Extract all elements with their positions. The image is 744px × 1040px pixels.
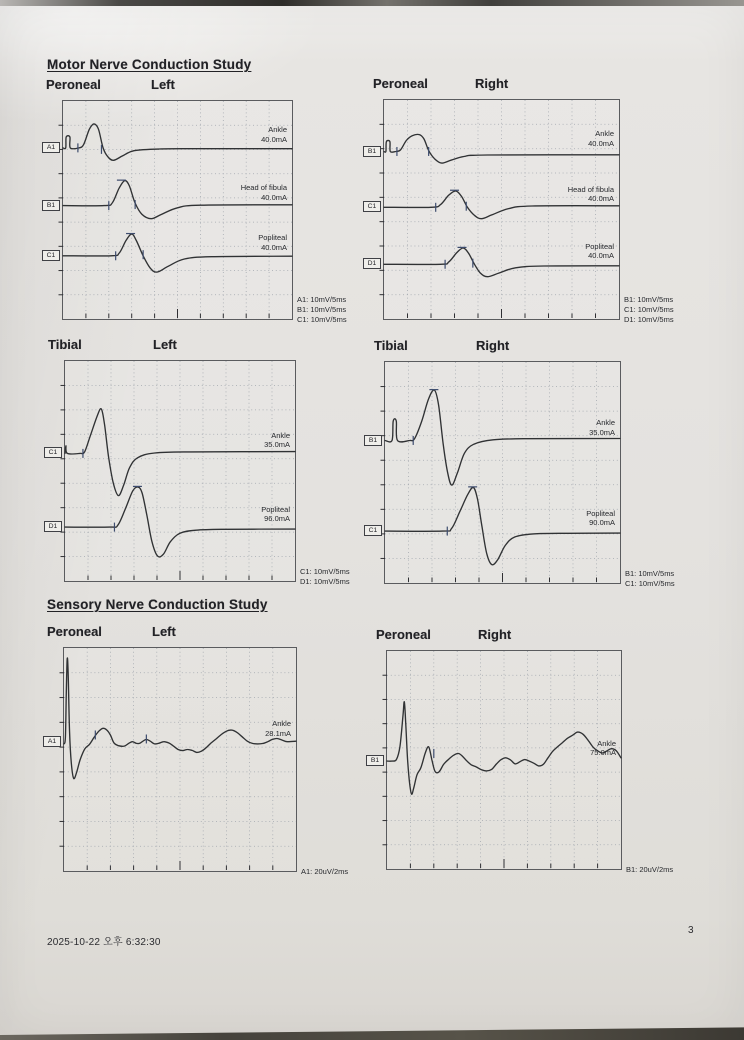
scale-setting: B1: 10mV/5ms — [297, 305, 347, 314]
trace-site: Popliteal — [585, 241, 614, 251]
scale-setting: B1: 20uV/2ms — [626, 865, 674, 874]
panel-nerve-label: Peroneal — [373, 76, 428, 91]
channel-label-c1: C1 — [44, 447, 62, 458]
trace-stimulus: 35.0mA — [589, 427, 615, 437]
trace-site: Ankle — [597, 738, 616, 748]
scale-setting: D1: 10mV/5ms — [624, 315, 674, 324]
waveform-svg — [387, 651, 621, 869]
print-timestamp: 2025-10-22 오후 6:32:30 — [47, 937, 161, 948]
trace-site: Head of fibula — [240, 183, 287, 193]
waveform-svg — [65, 361, 295, 581]
trace-c1 — [65, 409, 295, 496]
scale-setting: C1: 10mV/5ms — [624, 305, 674, 314]
waveform-plot — [368, 361, 621, 584]
trace-site-label — [568, 185, 614, 204]
scale-setting: A1: 10mV/5ms — [297, 295, 347, 304]
scale-settings — [297, 295, 347, 325]
scale-settings — [300, 567, 350, 587]
trace-site-label — [258, 233, 287, 252]
trace-site-label — [588, 129, 614, 148]
trace-stimulus: 35.0mA — [264, 440, 290, 450]
trace-site: Ankle — [268, 125, 287, 135]
panel-sensory-peroneal-right — [370, 627, 674, 874]
panel-motor-peroneal-right — [367, 76, 674, 324]
waveform-svg — [64, 648, 296, 871]
scale-setting: C1: 10mV/5ms — [625, 579, 675, 588]
trace-stimulus: 40.0mA — [261, 242, 287, 252]
trace-site-label — [264, 431, 290, 450]
trace-site-label — [261, 125, 287, 144]
trace-site-label — [241, 183, 287, 202]
trace-stimulus: 90.0mA — [589, 518, 615, 528]
trace-site-label — [265, 719, 291, 738]
channel-label-c1: C1 — [364, 525, 382, 536]
panel-header — [376, 627, 622, 645]
waveform-plot — [47, 647, 297, 872]
panel-motor-tibial-left — [48, 337, 350, 586]
trace-stimulus: 96.0mA — [264, 514, 290, 524]
trace-stimulus: 40.0mA — [261, 134, 287, 144]
panel-nerve-label: Tibial — [48, 337, 82, 352]
waveform-plot — [46, 100, 293, 320]
scan-bottom-edge — [0, 1022, 744, 1040]
channel-label-b1: B1 — [42, 200, 60, 211]
waveform-svg — [385, 362, 620, 583]
trace-a1 — [64, 658, 296, 779]
scale-setting: B1: 10mV/5ms — [625, 569, 675, 578]
scale-setting: A1: 20uV/2ms — [301, 867, 349, 876]
channel-label-a1: A1 — [42, 142, 60, 153]
trace-site-label — [589, 418, 615, 437]
scale-setting: B1: 10mV/5ms — [624, 295, 674, 304]
scale-settings — [626, 865, 673, 875]
trace-site: Popliteal — [586, 508, 615, 518]
trace-stimulus: 28.1mA — [265, 728, 291, 738]
trace-site: Ankle — [272, 719, 291, 729]
waveform-plot — [48, 360, 296, 582]
scale-setting: C1: 10mV/5ms — [300, 567, 350, 576]
waveform-plot — [367, 99, 620, 320]
waveform-plot — [370, 650, 622, 870]
panel-nerve-label: Peroneal — [47, 624, 102, 639]
panel-side-label: Right — [478, 627, 512, 642]
trace-site: Ankle — [271, 430, 290, 440]
panel-header — [373, 76, 620, 94]
panel-header — [47, 624, 297, 642]
trace-site: Ankle — [595, 129, 614, 138]
channel-label-d1: D1 — [44, 521, 62, 532]
trace-site-label — [585, 242, 614, 261]
channel-label-b1: B1 — [363, 146, 381, 157]
panel-side-label: Left — [151, 77, 175, 92]
panel-motor-peroneal-left — [46, 77, 347, 324]
panel-nerve-label: Tibial — [374, 338, 408, 353]
scale-setting: D1: 10mV/5ms — [300, 577, 350, 586]
trace-stimulus: 75.0mA — [590, 748, 616, 758]
scale-settings — [301, 867, 348, 877]
panel-motor-tibial-right — [368, 338, 675, 588]
channel-label-b1: B1 — [366, 755, 384, 766]
waveform-svg — [63, 101, 292, 319]
trace-site: Popliteal — [258, 233, 287, 243]
panel-nerve-label: Peroneal — [46, 77, 101, 92]
section-title-sensory: Sensory Nerve Conduction Study — [47, 597, 268, 612]
trace-site: Head of fibula — [567, 184, 614, 194]
panel-side-label: Right — [476, 338, 510, 353]
panel-side-label: Right — [475, 76, 509, 91]
panel-nerve-label: Peroneal — [376, 627, 431, 642]
channel-label-c1: C1 — [363, 201, 381, 212]
scan-top-edge — [0, 0, 744, 6]
scale-settings — [625, 569, 675, 589]
panel-header — [374, 338, 621, 356]
panel-side-label: Left — [152, 624, 176, 639]
trace-site-label — [261, 505, 290, 524]
trace-stimulus: 40.0mA — [588, 194, 614, 204]
trace-stimulus: 40.0mA — [588, 251, 614, 261]
trace-site: Ankle — [596, 418, 615, 427]
section-title-motor: Motor Nerve Conduction Study — [47, 57, 252, 72]
scale-settings — [624, 295, 674, 325]
trace-stimulus: 40.0mA — [261, 192, 287, 202]
panel-header — [46, 77, 293, 95]
panel-sensory-peroneal-left — [47, 624, 349, 876]
channel-label-c1: C1 — [42, 250, 60, 261]
channel-label-b1: B1 — [364, 435, 382, 446]
page-number: 3 — [688, 925, 694, 936]
panel-header — [48, 337, 296, 355]
channel-label-d1: D1 — [363, 258, 381, 269]
trace-stimulus: 40.0mA — [588, 138, 614, 148]
scale-setting: C1: 10mV/5ms — [297, 315, 347, 324]
trace-site-label — [590, 739, 616, 758]
panel-side-label: Left — [153, 337, 177, 352]
trace-site: Popliteal — [261, 504, 290, 514]
waveform-svg — [384, 100, 619, 319]
trace-site-label — [586, 509, 615, 528]
channel-label-a1: A1 — [43, 736, 61, 747]
